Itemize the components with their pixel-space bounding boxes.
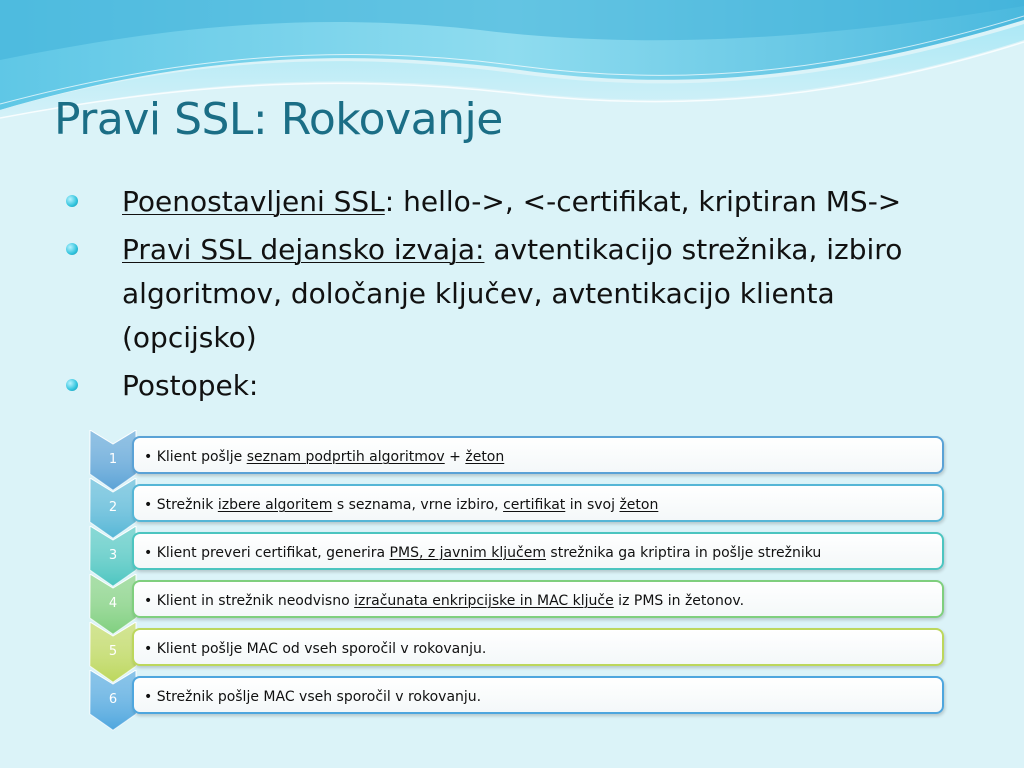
step-text: • Klient pošlje MAC od vseh sporočil v rokovanju.	[144, 641, 487, 657]
bullet-dot-icon	[66, 379, 78, 391]
step-number: 3	[108, 548, 118, 563]
step-underlined-text: PMS, z javnim ključem	[389, 545, 546, 561]
step-box	[132, 628, 944, 666]
step-underlined-text: certifikat	[503, 497, 566, 513]
step-text: s seznama, vrne izbiro,	[332, 497, 504, 513]
bullet-item	[64, 228, 964, 360]
step-text: in svoj	[565, 497, 620, 513]
step-underlined-text: izbere algoritem	[217, 497, 333, 513]
bullet-text: : hello->, <-certifikat, kriptiran MS->	[384, 185, 902, 218]
bullet-underlined-text: Pravi SSL dejansko izvaja:	[122, 233, 485, 266]
step-box	[132, 532, 944, 570]
step-underlined-text: žeton	[465, 449, 505, 465]
step-text: strežnika ga kriptira in pošlje strežniku	[545, 545, 822, 561]
step-number: 6	[108, 692, 118, 707]
step-underlined-text: seznam podprtih algoritmov	[246, 449, 445, 465]
step-text: iz PMS in žetonov.	[613, 593, 745, 609]
bullet-dot-icon	[66, 195, 78, 207]
step-box	[132, 436, 944, 474]
step-box	[132, 676, 944, 714]
step-text: • Strežnik	[144, 497, 218, 513]
bullet-text: avtentikacijo strežnika, izbiro algoritmov, določanje ključev, avtentikacijo klienta (opcijsko)	[122, 233, 903, 354]
step-underlined-text: žeton	[619, 497, 659, 513]
bullet-list	[64, 180, 964, 412]
step-text: • Klient pošlje	[144, 449, 247, 465]
process-steps	[88, 434, 958, 744]
step-underlined-text: izračunata enkripcijske in MAC ključe	[354, 593, 614, 609]
step-number: 5	[108, 644, 118, 659]
bullet-item	[64, 364, 964, 408]
step-number: 4	[108, 596, 118, 611]
step-box	[132, 580, 944, 618]
bullet-underlined-text: Poenostavljeni SSL	[122, 185, 385, 218]
step-text: • Klient preveri certifikat, generira	[144, 545, 390, 561]
slide-title: Pravi SSL: Rokovanje	[54, 94, 503, 145]
bullet-item	[64, 180, 964, 224]
step-text: • Klient in strežnik neodvisno	[144, 593, 355, 609]
step-chevron	[88, 670, 138, 732]
bullet-dot-icon	[66, 243, 78, 255]
bullet-text: Postopek:	[122, 369, 259, 402]
step-number: 2	[108, 500, 118, 515]
step-text: +	[444, 449, 466, 465]
step-text: • Strežnik pošlje MAC vseh sporočil v rokovanju.	[144, 689, 482, 705]
step-box	[132, 484, 944, 522]
step-number: 1	[108, 452, 118, 467]
